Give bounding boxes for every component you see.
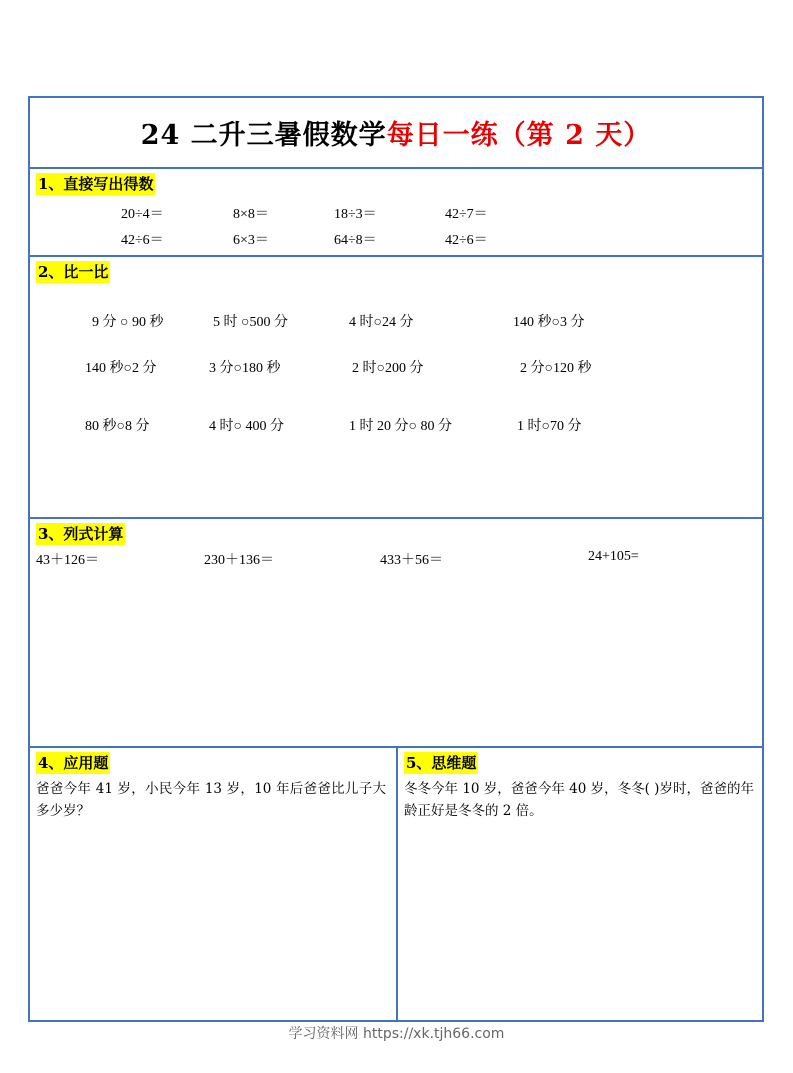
problem: 64÷8＝: [334, 233, 377, 248]
section-heading: 1、直接写出得数: [38, 175, 154, 193]
equation: 24+105=: [588, 549, 639, 564]
section-thinking: [398, 748, 762, 1020]
problem: 8×8＝: [233, 207, 269, 222]
comparison: 1 时○70 分: [517, 419, 582, 434]
problem: 42÷6＝: [445, 233, 488, 248]
comparison: 140 秒○2 分: [85, 361, 157, 376]
equation: 43＋126＝: [36, 553, 99, 568]
problem-text: 冬冬今年 10 岁，爸爸今年 40 岁，冬冬( )岁时，爸爸的年龄正好是冬冬的 2 倍。: [404, 781, 754, 819]
section-equations: [30, 519, 762, 748]
title-highlight: 每日一练（第 2 天）: [386, 120, 652, 151]
section-heading: 3、列式计算: [38, 525, 124, 543]
section-heading: 2、比一比: [38, 263, 109, 281]
section-heading: 4、应用题: [38, 754, 109, 772]
section-heading: 5、思维题: [406, 754, 477, 772]
section-compare: [30, 257, 762, 519]
equation: 433＋56＝: [380, 553, 443, 568]
comparison: 4 时○ 400 分: [209, 419, 284, 434]
comparison: 2 时○200 分: [352, 361, 424, 376]
worksheet-title: [30, 98, 762, 169]
comparison: 3 分○180 秒: [209, 361, 281, 376]
comparison: 4 时○24 分: [349, 315, 414, 330]
section-direct-answers: [30, 169, 762, 257]
problem: 18÷3＝: [334, 207, 377, 222]
section-application: [30, 748, 398, 1020]
problem: 20÷4＝: [121, 207, 164, 222]
comparison: 140 秒○3 分: [513, 315, 585, 330]
comparison: 1 时 20 分○ 80 分: [349, 419, 452, 434]
comparison: 9 分 ○ 90 秒: [92, 315, 164, 330]
title-main: 24 二升三暑假数学: [140, 120, 387, 151]
comparison: 2 分○120 秒: [520, 361, 592, 376]
comparison: 80 秒○8 分: [85, 419, 150, 434]
worksheet: [28, 96, 764, 1022]
footer-watermark: 学习资料网 https://xk.tjh66.com: [288, 1026, 505, 1042]
comparison: 5 时 ○500 分: [213, 315, 288, 330]
problem-text: 爸爸今年 41 岁，小民今年 13 岁，10 年后爸爸比儿子大多少岁？: [36, 781, 386, 819]
problem: 42÷6＝: [121, 233, 164, 248]
problem: 42÷7＝: [445, 207, 488, 222]
problem: 6×3＝: [233, 233, 269, 248]
section-word-problems: [30, 748, 762, 1020]
equation: 230＋136＝: [204, 553, 274, 568]
